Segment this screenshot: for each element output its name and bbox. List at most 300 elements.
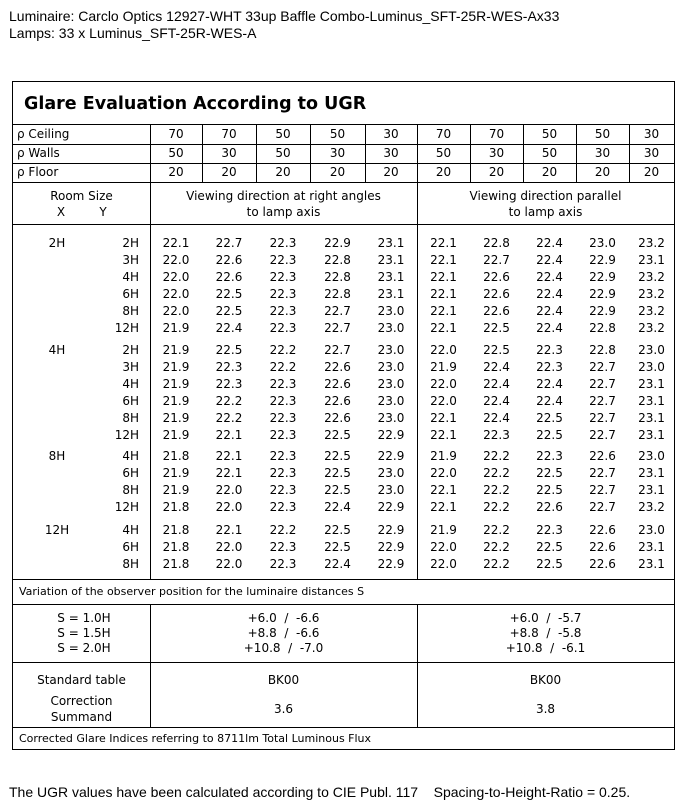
reflectance-value: 20 [275,165,291,179]
ugr-value: 22.3 [269,539,297,554]
rule [13,224,674,225]
ugr-value: 22.5 [324,482,351,497]
ugr-value: 22.6 [324,393,351,408]
ugr-value: 22.9 [377,539,405,554]
ugr-value: 22.2 [269,343,297,357]
ugr-value: 22.9 [589,269,616,284]
ugr-value: 23.1 [638,427,665,442]
ugr-value: 22.7 [589,410,616,425]
reflectance-value: 70 [435,127,452,141]
ugr-value: 21.8 [162,539,190,554]
ugr-value: 22.3 [269,465,297,480]
ugr-value: 22.6 [589,539,616,554]
spacing-label: S = 2.0H [57,641,111,655]
room-y-value: 6H [122,465,139,480]
standard-table-label: Standard table [37,673,126,687]
rule [150,604,151,727]
ugr-value: 23.1 [638,252,665,267]
ugr-value: 21.9 [430,359,457,374]
ugr-value: 22.3 [269,482,297,497]
ugr-value: 22.5 [324,427,351,442]
ugr-value: 22.1 [215,465,243,480]
variation-label: Variation of the observer position for the luminaire distances S [19,585,365,598]
ugr-value: 21.8 [162,523,190,537]
ugr-value: 22.1 [430,269,457,284]
ugr-value: 22.1 [162,236,190,250]
rule [576,124,577,183]
ugr-value: 23.0 [638,343,665,357]
ugr-value: 22.6 [324,410,351,425]
ugr-value: 22.5 [324,465,351,480]
ugr-value: 22.4 [324,556,351,571]
ugr-value: 22.0 [162,303,190,318]
ugr-value: 22.9 [377,523,405,537]
reflectance-label: ρ Walls [17,146,60,160]
ugr-value: 22.3 [269,286,297,301]
ugr-value: 22.3 [269,236,297,250]
reflectance-value: 50 [435,146,452,160]
ugr-value: 22.3 [536,343,563,357]
rule [150,124,151,183]
ugr-value: 22.5 [536,539,563,554]
ugr-value: 22.3 [269,499,297,514]
ugr-value: 22.1 [430,427,457,442]
ugr-value: 22.7 [589,359,616,374]
ugr-value: 22.4 [483,359,510,374]
ugr-value: 22.8 [324,286,351,301]
y-label: Y [99,205,107,219]
ugr-value: 22.7 [324,303,351,318]
reflectance-value: 20 [168,165,184,179]
room-size-label: Room Size [50,189,113,203]
ugr-table [12,81,675,750]
reflectance-value: 20 [541,165,558,179]
ugr-value: 22.6 [483,269,510,284]
document-header [9,8,559,42]
reflectance-value: 30 [221,146,237,160]
ugr-value: 22.2 [215,393,243,408]
ugr-value: 21.9 [162,427,190,442]
room-y-value: 8H [122,410,139,425]
ugr-value: 22.5 [536,465,563,480]
rule [417,124,418,183]
ugr-value: 23.0 [377,465,405,480]
reflectance-value: 30 [643,127,660,141]
x-label: X [56,205,66,219]
reflectance-value: 30 [488,146,505,160]
ugr-value: 22.1 [430,236,457,250]
rule [13,579,674,580]
ugr-value: 23.1 [638,482,665,497]
correction-right: 3.6 [273,702,294,716]
ugr-value: 22.3 [269,303,297,318]
room-y-value: 12H [114,427,139,442]
room-x-value: 2H [48,236,66,250]
ugr-value: 22.5 [536,482,563,497]
room-y-value: 4H [122,449,139,463]
room-x-value: 12H [44,523,70,537]
ugr-value: 22.4 [536,252,563,267]
ugr-value: 23.1 [377,236,405,250]
reflectance-label: ρ Floor [17,165,59,179]
ugr-value: 22.3 [215,359,243,374]
reflectance-value: 20 [329,165,346,179]
ugr-value: 23.1 [638,376,665,391]
ugr-value: 22.1 [430,320,457,335]
ugr-value: 22.9 [589,252,616,267]
ugr-value: 22.0 [430,556,457,571]
reflectance-value: 20 [383,165,399,179]
ugr-value: 22.5 [324,539,351,554]
ugr-value: 22.9 [377,556,405,571]
lamps-line: Lamps: 33 x Luminus_SFT-25R-WES-A [9,25,257,41]
ugr-value: 22.6 [215,252,243,267]
rule [13,124,674,125]
ugr-value: 22.4 [324,499,351,514]
ugr-value: 23.1 [638,539,665,554]
rule [365,124,366,183]
ugr-value: 22.3 [269,410,297,425]
rule [13,662,674,663]
ugr-value: 22.4 [483,393,510,408]
reflectance-value: 20 [488,165,505,179]
ugr-value: 23.1 [377,286,405,301]
variation-right-value: +6.0 / -6.6 [247,611,320,625]
standard-table-right: BK00 [267,673,300,687]
room-y-value: 8H [122,556,139,571]
ugr-value: 22.0 [430,376,457,391]
ugr-value: 22.4 [536,376,563,391]
rule [13,604,674,605]
ugr-value: 22.5 [536,427,563,442]
room-y-value: 8H [122,482,139,497]
reflectance-value: 20 [221,165,237,179]
ugr-value: 22.8 [324,252,351,267]
ugr-value: 21.9 [162,482,190,497]
ugr-value: 22.5 [215,343,243,357]
ugr-value: 22.4 [536,320,563,335]
ugr-value: 23.1 [638,410,665,425]
ugr-value: 22.2 [269,523,297,537]
ugr-value: 22.4 [536,303,563,318]
ugr-value: 22.5 [483,343,510,357]
ugr-value: 22.2 [483,499,510,514]
ugr-value: 23.0 [377,343,405,357]
ugr-value: 23.1 [638,556,665,571]
rule [202,124,203,183]
ugr-value: 22.8 [589,343,616,357]
reflectance-value: 20 [435,165,452,179]
ugr-value: 22.2 [483,539,510,554]
ugr-value: 22.9 [377,499,405,514]
spacing-label: S = 1.5H [57,626,111,640]
variation-right-value: +8.8 / -6.6 [247,626,320,640]
reflectance-label: ρ Ceiling [17,127,70,141]
ugr-value: 23.1 [377,252,405,267]
variation-parallel-value: +10.8 / -6.1 [505,641,586,655]
rule [13,727,674,728]
ugr-value: 22.1 [215,449,243,463]
reflectance-value: 70 [221,127,237,141]
reflectance-value: 30 [329,146,346,160]
room-x-value: 8H [48,449,66,463]
rule [417,183,418,579]
ugr-value: 22.7 [589,427,616,442]
ugr-value: 23.1 [377,269,405,284]
ugr-value: 22.7 [589,499,616,514]
ugr-value: 22.1 [430,482,457,497]
ugr-value: 22.0 [430,539,457,554]
ugr-value: 22.7 [324,343,351,357]
ugr-value: 23.2 [638,499,665,514]
room-y-value: 2H [122,343,139,357]
ugr-value: 22.5 [324,523,351,537]
ugr-value: 22.2 [483,523,510,537]
room-y-value: 8H [122,303,139,318]
rule [310,124,311,183]
ugr-value: 22.4 [215,320,243,335]
rule [470,124,471,183]
ugr-value: 22.4 [536,393,563,408]
ugr-value: 22.2 [483,465,510,480]
ugr-value: 22.0 [215,556,243,571]
ugr-value: 22.5 [536,556,563,571]
ugr-value: 22.7 [589,376,616,391]
ugr-value: 22.0 [215,482,243,497]
ugr-value: 22.1 [430,286,457,301]
ugr-value: 22.5 [215,303,243,318]
ugr-value: 22.1 [215,427,243,442]
luminaire-line: Luminaire: Carclo Optics 12927-WHT 33up Baffle Combo-Luminus_SFT-25R-WES-Ax33 [9,8,560,24]
ugr-value: 22.9 [589,303,616,318]
ugr-value: 22.0 [215,539,243,554]
ugr-value: 22.0 [430,393,457,408]
ugr-value: 22.9 [377,449,405,463]
reflectance-value: 70 [168,127,184,141]
ugr-value: 22.6 [215,269,243,284]
ugr-value: 21.9 [162,410,190,425]
reflectance-value: 50 [275,146,291,160]
ugr-value: 22.4 [536,269,563,284]
rule [13,182,674,183]
ugr-value: 23.0 [638,523,665,537]
ugr-value: 22.6 [536,499,563,514]
ugr-value: 21.9 [162,376,190,391]
ugr-value: 22.6 [589,449,616,463]
room-y-value: 6H [122,539,139,554]
ugr-value: 22.9 [324,236,351,250]
room-y-value: 12H [114,499,139,514]
ugr-value: 22.0 [162,269,190,284]
ugr-value: 23.0 [377,359,405,374]
ugr-value: 22.4 [536,236,563,250]
ugr-value: 22.1 [430,252,457,267]
ugr-value: 21.8 [162,449,190,463]
rule [13,163,674,164]
ugr-value: 21.9 [162,359,190,374]
variation-parallel-value: +6.0 / -5.7 [509,611,582,625]
room-x-value: 4H [48,343,66,357]
ugr-value: 22.6 [483,286,510,301]
ugr-value: 22.4 [536,286,563,301]
direction-right-label: Viewing direction at right angles [186,189,381,203]
standard-table-parallel: BK00 [529,673,562,687]
ugr-value: 22.0 [162,252,190,267]
room-y-value: 12H [114,320,139,335]
room-y-value: 4H [122,376,139,391]
room-y-value: 2H [122,236,139,250]
ugr-value: 22.3 [269,320,297,335]
ugr-value: 22.4 [483,410,510,425]
reflectance-value: 70 [488,127,505,141]
ugr-value: 22.3 [269,252,297,267]
ugr-value: 23.1 [638,393,665,408]
ugr-value: 22.8 [589,320,616,335]
variation-right-value: +10.8 / -7.0 [243,641,324,655]
ugr-value: 23.2 [638,236,665,250]
ugr-value: 23.0 [377,410,405,425]
ugr-value: 23.0 [589,236,616,250]
ugr-value: 23.0 [638,359,665,374]
reflectance-value: 50 [168,146,184,160]
reflectance-value: 20 [594,165,611,179]
ugr-value: 23.0 [377,393,405,408]
ugr-value: 22.7 [483,252,510,267]
ugr-value: 23.1 [638,465,665,480]
ugr-value: 22.7 [589,465,616,480]
room-y-value: 6H [122,393,139,408]
ugr-value: 22.1 [430,410,457,425]
ugr-value: 22.0 [162,286,190,301]
ugr-value: 23.2 [638,320,665,335]
ugr-value: 22.9 [589,286,616,301]
reflectance-value: 50 [594,127,611,141]
correction-label: Summand [50,710,113,724]
footer-note: The UGR values have been calculated according to CIE Publ. 117 Spacing-to-Height-Ratio = 0.25. [9,784,631,800]
ugr-value: 22.5 [215,286,243,301]
ugr-value: 21.9 [430,449,457,463]
reflectance-value: 20 [643,165,660,179]
ugr-value: 21.8 [162,556,190,571]
ugr-value: 22.9 [377,427,405,442]
ugr-value: 22.2 [483,449,510,463]
ugr-value: 22.5 [536,410,563,425]
ugr-value: 23.2 [638,303,665,318]
ugr-value: 22.3 [269,427,297,442]
variation-parallel-value: +8.8 / -5.8 [509,626,582,640]
ugr-value: 21.9 [162,465,190,480]
reflectance-value: 30 [594,146,611,160]
ugr-value: 22.1 [430,499,457,514]
direction-parallel-label: Viewing direction parallel [469,189,622,203]
ugr-value: 22.3 [269,269,297,284]
ugr-value: 22.0 [430,343,457,357]
ugr-value: 22.7 [324,320,351,335]
reflectance-value: 30 [643,146,660,160]
ugr-value: 23.0 [377,482,405,497]
ugr-value: 22.2 [269,359,297,374]
ugr-value: 21.9 [430,523,457,537]
direction-right-label: to lamp axis [246,205,321,219]
spacing-label: S = 1.0H [57,611,111,625]
rule [629,124,630,183]
rule [417,604,418,727]
ugr-value: 23.0 [377,303,405,318]
ugr-value: 21.8 [162,499,190,514]
correction-parallel: 3.8 [535,702,556,716]
room-y-value: 3H [122,252,139,267]
ugr-value: 22.3 [483,427,510,442]
rule [150,183,151,579]
ugr-value: 22.5 [324,449,351,463]
reflectance-value: 50 [275,127,291,141]
room-y-value: 3H [122,359,139,374]
ugr-value: 22.3 [269,376,297,391]
ugr-value: 22.3 [269,393,297,408]
reflectance-value: 50 [329,127,346,141]
ugr-value: 22.6 [324,376,351,391]
ugr-value: 21.9 [162,393,190,408]
ugr-value: 22.6 [589,523,616,537]
ugr-value: 22.3 [536,523,563,537]
rule [13,144,674,145]
ugr-value: 22.6 [324,359,351,374]
ugr-value: 22.1 [215,523,243,537]
room-y-value: 4H [122,269,139,284]
room-y-value: 4H [122,523,139,537]
ugr-value: 22.0 [430,465,457,480]
ugr-value: 22.7 [215,236,243,250]
ugr-value: 22.6 [483,303,510,318]
ugr-value: 22.8 [483,236,510,250]
ugr-value: 21.9 [162,343,190,357]
ugr-value: 22.7 [589,393,616,408]
room-y-value: 6H [122,286,139,301]
reflectance-value: 50 [541,127,558,141]
corrected-note: Corrected Glare Indices referring to 8711lm Total Luminous Flux [19,732,372,745]
reflectance-value: 50 [541,146,558,160]
table-title: Glare Evaluation According to UGR [24,94,367,114]
ugr-value: 22.0 [215,499,243,514]
reflectance-value: 30 [383,146,399,160]
direction-parallel-label: to lamp axis [508,205,583,219]
correction-label: Correction [50,694,113,708]
ugr-value: 22.5 [483,320,510,335]
ugr-value: 22.7 [589,482,616,497]
ugr-value: 22.6 [589,556,616,571]
ugr-value: 23.0 [638,449,665,463]
ugr-value: 22.3 [269,449,297,463]
ugr-value: 22.3 [536,449,563,463]
ugr-value: 22.1 [430,303,457,318]
ugr-value: 23.2 [638,269,665,284]
ugr-value: 22.2 [483,556,510,571]
rule [523,124,524,183]
ugr-value: 22.2 [483,482,510,497]
ugr-value: 22.4 [483,376,510,391]
ugr-value: 22.8 [324,269,351,284]
ugr-value: 22.3 [536,359,563,374]
ugr-value: 21.9 [162,320,190,335]
ugr-value: 22.3 [269,556,297,571]
ugr-value: 23.0 [377,376,405,391]
ugr-value: 23.0 [377,320,405,335]
ugr-value: 23.2 [638,286,665,301]
reflectance-value: 30 [383,127,399,141]
rule [256,124,257,183]
ugr-value: 22.2 [215,410,243,425]
ugr-value: 22.3 [215,376,243,391]
